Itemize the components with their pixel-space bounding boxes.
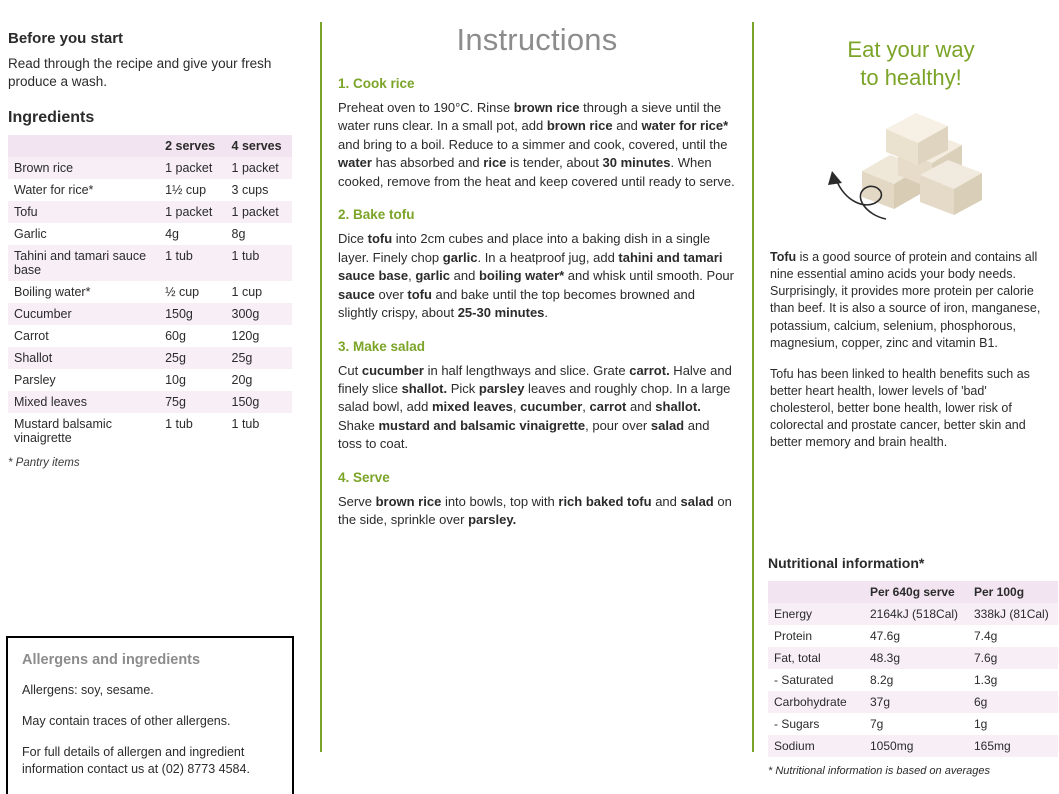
- nutritional-information-block: [768, 555, 1059, 777]
- nutrition-table-body: [768, 603, 1058, 757]
- ingredient-qty-2: 150g: [165, 307, 193, 322]
- ingredient-qty-2: ½ cup: [165, 285, 200, 300]
- table-row: [8, 325, 292, 347]
- table-row: [768, 713, 1058, 735]
- ingredient-qty-2: 10g: [165, 373, 186, 388]
- eat-your-way-headline: [770, 36, 1052, 91]
- ingredient-name: Tahini and tamari sauce base: [14, 249, 147, 278]
- allergens-line-1: Allergens: soy, sesame.: [22, 683, 154, 697]
- ingredient-name: Parsley: [14, 373, 56, 388]
- ingredient-qty-4: 300g: [231, 307, 260, 322]
- table-row: [8, 413, 292, 449]
- tofu-photo: [770, 105, 1059, 235]
- tofu-protein-paragraph: Tofu is a good source of protein and contains all nine essential amino acids your body needs. Surprisingly, it provides more protein per calorie than beef. It is also a source of iron, manganese, potassium, calcium, selenium, phosphorous, magnesium, copper, zinc and vitamin B1.: [770, 250, 1041, 350]
- ingredient-qty-4: 3 cups: [231, 183, 269, 198]
- ingredient-qty-4: 25g: [231, 351, 253, 366]
- ingredient-qty-2: 1½ cup: [165, 183, 207, 198]
- ingredients-col-name: [8, 135, 159, 157]
- step-title: 2. Bake tofu: [338, 207, 415, 223]
- instruction-step: [338, 339, 736, 454]
- ingredient-qty-4: 20g: [231, 373, 253, 388]
- table-row: [768, 647, 1058, 669]
- table-row: [8, 369, 292, 391]
- nutrient-name: - Saturated: [774, 673, 834, 687]
- ingredient-qty-2: 60g: [165, 329, 186, 344]
- ingredients-col-4serves: 4 serves: [231, 139, 282, 154]
- tofu-benefits-paragraph: Tofu has been linked to health benefits such as better heart health, lower levels of 'bad' cholesterol, better bone health, lower risk of colorectal and prostate cancer, better skin and better memory and brain health.: [770, 366, 1030, 450]
- step-body: Preheat oven to 190°C. Rinse brown rice through a sieve until the water runs clear. In a small pot, add brown rice and water for rice* and bring to a boil. Reduce to a simmer and cook, covered, until the water has absorbed and rice is tender, about 30 minutes. When cooked, remove from the heat and keep covered until ready to serve.: [338, 100, 735, 189]
- left-column: [8, 30, 304, 469]
- nutrition-col-per-serve: Per 640g serve: [870, 585, 955, 599]
- ingredient-name: Boiling water*: [14, 285, 91, 300]
- nutrient-per-serve: 47.6g: [870, 629, 901, 643]
- ingredient-name: Garlic: [14, 227, 47, 242]
- instruction-step: [338, 76, 736, 191]
- nutrient-per-serve: 37g: [870, 695, 891, 709]
- step-title: 3. Make salad: [338, 338, 426, 354]
- nutrient-per-serve: 2164kJ (518Cal): [870, 607, 959, 621]
- ingredient-name: Water for rice*: [14, 183, 94, 198]
- headline-line-2: to healthy!: [860, 64, 962, 90]
- table-row: [8, 303, 292, 325]
- ingredient-qty-4: 8g: [231, 227, 246, 242]
- ingredient-qty-2: 75g: [165, 395, 186, 410]
- table-row: [8, 347, 292, 369]
- ingredient-qty-4: 120g: [231, 329, 260, 344]
- nutrient-per-100g: 165mg: [974, 739, 1011, 753]
- instruction-step: [338, 470, 736, 530]
- tofu-cubes-illustration: [770, 105, 1059, 235]
- table-row: [768, 735, 1058, 757]
- before-you-start-title: Before you start: [8, 30, 124, 47]
- nutrient-per-100g: 338kJ (81Cal): [974, 607, 1049, 621]
- table-row: [8, 179, 292, 201]
- ingredient-name: Tofu: [14, 205, 38, 220]
- ingredient-qty-2: 4g: [165, 227, 179, 242]
- instruction-step: [338, 207, 736, 322]
- nutrition-col-name: [768, 581, 864, 603]
- ingredient-name: Mixed leaves: [14, 395, 87, 410]
- table-row: [8, 391, 292, 413]
- nutrient-per-serve: 1050mg: [870, 739, 914, 753]
- ingredient-qty-2: 1 tub: [165, 417, 193, 432]
- table-row: [8, 157, 292, 179]
- table-row: [768, 691, 1058, 713]
- nutrient-per-100g: 6g: [974, 695, 988, 709]
- nutritional-information-title: Nutritional information*: [768, 555, 925, 571]
- nutrient-name: Sodium: [774, 739, 815, 753]
- nutrient-per-100g: 1g: [974, 717, 988, 731]
- step-body: Cut cucumber in half lengthways and slice. Grate carrot. Halve and finely slice shallot. Pick parsley leaves and roughly chop. In a large salad bowl, add mixed leaves, cucumber, carrot and shallot. Shake mustard and balsamic vinaigrette, pour over salad and toss to coat.: [338, 362, 732, 452]
- allergens-line-2: May contain traces of other allergens.: [22, 713, 231, 728]
- arrow-head-icon: [828, 171, 842, 185]
- table-row: [768, 669, 1058, 691]
- ingredient-name: Shallot: [14, 351, 53, 366]
- ingredient-name: Cucumber: [14, 307, 72, 322]
- ingredient-name: Carrot: [14, 329, 49, 344]
- nutrient-per-100g: 7.6g: [974, 651, 998, 665]
- ingredient-qty-4: 1 packet: [231, 161, 279, 176]
- table-header-row: [768, 581, 1058, 603]
- ingredient-qty-2: 25g: [165, 351, 186, 366]
- table-row: [8, 281, 292, 303]
- instructions-column: [320, 22, 736, 752]
- nutrition-table-head: [768, 581, 1058, 603]
- table-row: [8, 201, 292, 223]
- ingredient-qty-4: 1 packet: [231, 205, 279, 220]
- instructions-heading: Instructions: [456, 22, 618, 57]
- step-body: Dice tofu into 2cm cubes and place into a baking dish in a single layer. Finely chop garlic. In a heatproof jug, add tahini and tamari sauce base, garlic and boiling water* and whisk until smooth. Pour sauce over tofu and bake until the top becomes browned and slightly crispy, about 25-30 minutes.: [338, 231, 734, 321]
- nutrition-col-per-100g: Per 100g: [974, 585, 1025, 599]
- nutrient-name: Carbohydrate: [774, 695, 847, 709]
- headline-line-1: Eat your way: [847, 37, 975, 62]
- ingredient-qty-2: 1 packet: [165, 205, 213, 220]
- allergens-line-3: For full details of allergen and ingredient information contact us at (02) 8773 4584.: [22, 744, 250, 776]
- nutrient-per-100g: 7.4g: [974, 629, 998, 643]
- table-row: [768, 625, 1058, 647]
- nutrient-name: Protein: [774, 629, 813, 643]
- allergens-box: [6, 636, 294, 794]
- allergens-title: Allergens and ingredients: [22, 652, 201, 668]
- ingredients-table-body: [8, 157, 292, 449]
- step-title: 4. Serve: [338, 469, 390, 485]
- nutrient-per-serve: 48.3g: [870, 651, 901, 665]
- step-body: Serve brown rice into bowls, top with rich baked tofu and salad on the side, sprinkle over parsley.: [338, 493, 732, 528]
- ingredient-qty-2: 1 tub: [165, 249, 193, 264]
- ingredients-title: Ingredients: [8, 109, 95, 127]
- nutrient-name: Fat, total: [774, 651, 821, 665]
- nutrient-per-serve: 7g: [870, 717, 884, 731]
- table-header-row: [8, 135, 292, 157]
- nutrition-footnote: * Nutritional information is based on averages: [768, 765, 990, 777]
- ingredient-qty-4: 1 cup: [231, 285, 263, 300]
- table-row: [768, 603, 1058, 625]
- table-row: [8, 223, 292, 245]
- step-title: 1. Cook rice: [338, 76, 415, 91]
- ingredient-name: Brown rice: [14, 161, 74, 176]
- ingredients-col-2serves: 2 serves: [165, 139, 216, 154]
- ingredient-name: Mustard balsamic vinaigrette: [14, 417, 112, 446]
- nutrient-name: Energy: [774, 607, 813, 621]
- ingredient-qty-2: 1 packet: [165, 161, 213, 176]
- nutrient-name: - Sugars: [774, 717, 820, 731]
- nutrition-table: [768, 581, 1058, 757]
- ingredient-qty-4: 1 tub: [231, 249, 260, 264]
- pantry-items-note: * Pantry items: [8, 457, 80, 470]
- before-you-start-text: Read through the recipe and give your fresh produce a wash.: [8, 56, 272, 90]
- nutrient-per-100g: 1.3g: [974, 673, 998, 687]
- nutrient-per-serve: 8.2g: [870, 673, 894, 687]
- ingredients-table-head: [8, 135, 292, 157]
- ingredient-qty-4: 1 tub: [231, 417, 260, 432]
- ingredient-qty-4: 150g: [231, 395, 260, 410]
- ingredients-table: [8, 135, 292, 449]
- table-row: [8, 245, 292, 281]
